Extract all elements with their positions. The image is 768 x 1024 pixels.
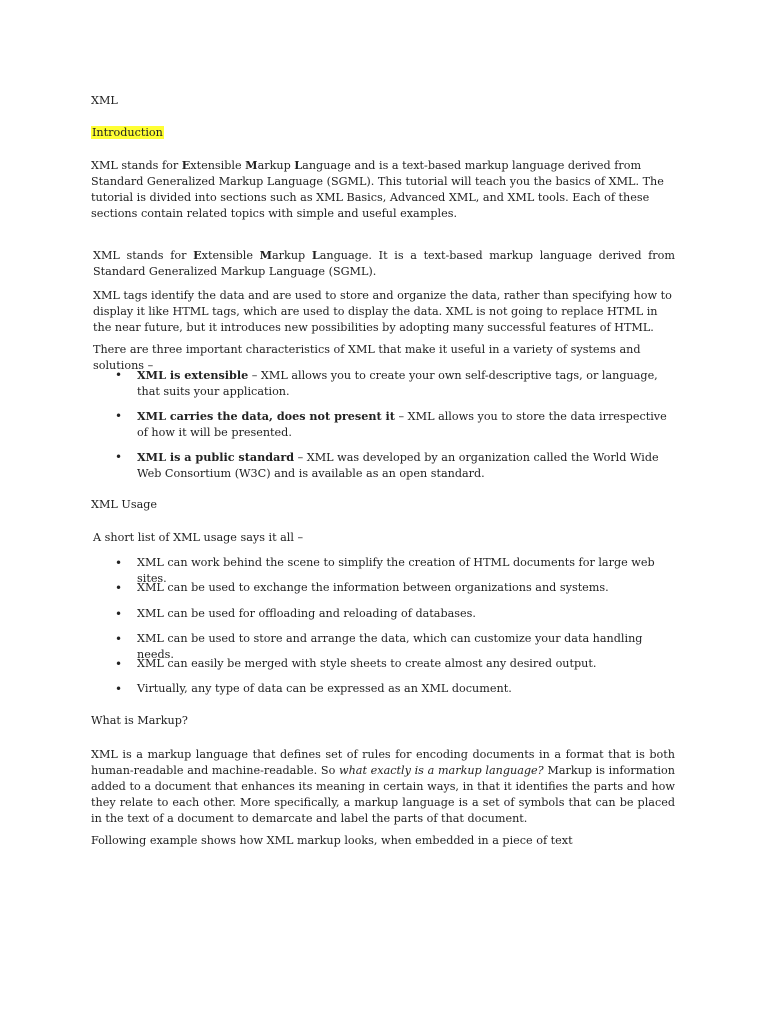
definition-bold-l: L [311, 248, 320, 262]
list-item [115, 449, 675, 482]
introduction-heading [91, 125, 291, 141]
definition-paragraph [93, 247, 675, 280]
list-item: • XML can easily be merged with style sheets to create almost any desired output. [115, 656, 680, 681]
definition-text-2: xtensible [201, 249, 260, 262]
list-item: • XML can be used for offloading and reloading of databases. [115, 606, 680, 631]
intro-bold-l: L [294, 158, 303, 172]
characteristics-intro: There are three important characteristics of XML that make it useful in a variety of systems and solutions – [93, 343, 641, 372]
definition-text-1: XML stands for [93, 249, 194, 262]
intro-text-3: arkup [257, 159, 295, 172]
example-intro: Following example shows how XML markup looks, when embedded in a piece of text [91, 834, 573, 847]
definition-bold-e: E [193, 248, 202, 262]
markup-paragraph [91, 747, 675, 827]
usage-intro: A short list of XML usage says it all – [93, 531, 304, 544]
characteristic-desc: – XML allows you to store the data irrespective of how it will be presented. [137, 410, 667, 439]
intro-bold-m: M [245, 158, 258, 172]
list-item: • XML can be used to exchange the information between organizations and systems. [115, 580, 680, 605]
definition-text-3: arkup [272, 249, 312, 262]
intro-text-4: anguage and is a text-based markup language derived from Standard Generalized Markup Language (SGML). This tutorial will teach you the basics of XML. The tutorial is divided into sections such as XML Basics, Advanced XML, and XML tools. Each of these sections contain related topics with simple and useful examples. [91, 159, 664, 220]
list-item: • XML can be used to store and arrange the data, which can customize your data handling needs. [115, 631, 680, 656]
list-item [115, 367, 675, 400]
introduction-heading-highlight: Introduction [92, 126, 163, 139]
characteristic-term: XML is a public standard [137, 450, 295, 464]
intro-text-1: XML stands for [91, 159, 182, 172]
list-item: • Virtually, any type of data can be expressed as an XML document. [115, 681, 680, 706]
definition-bold-m: M [259, 248, 273, 262]
characteristic-term: XML is extensible [137, 368, 249, 382]
list-item: • XML can work behind the scene to simplify the creation of HTML documents for large web sites. [115, 555, 680, 580]
list-item [115, 408, 675, 441]
introduction-paragraph [91, 157, 677, 222]
tags-paragraph: XML tags identify the data and are used to store and organize the data, rather than specifying how to display it like HTML tags, which are used to display the data. XML is not going to replace HTML in the near future, but it introduces new possibilities by adopting many successful features of HTML. [93, 289, 672, 334]
characteristics-list [115, 367, 675, 482]
intro-text-2: xtensible [190, 159, 246, 172]
markup-text-1: XML is a markup language that defines set of rules for encoding documents in a format that is both human-readable and machine-readable. So [91, 748, 675, 777]
markup-text-2: Markup is information added to a document that enhances its meaning in certain ways, in that it identifies the parts and how they relate to each other. More specifically, a markup language is a set of symbols that can be placed in the text of a document to demarcate and label the parts of that document. [91, 764, 675, 825]
document-title: XML [91, 94, 118, 107]
characteristic-desc: – XML was developed by an organization called the World Wide Web Consortium (W3C) and is available as an open standard. [137, 451, 659, 480]
characteristic-desc: – XML allows you to create your own self-descriptive tags, or language, that suits your application. [137, 369, 658, 398]
intro-bold-e: E [181, 158, 191, 172]
definition-text-4: anguage. It is a text-based markup language derived from Standard Generalized Markup Language (SGML). [93, 249, 675, 278]
markup-heading: What is Markup? [91, 714, 188, 727]
characteristic-term: XML carries the data, does not present it [137, 409, 395, 423]
usage-heading: XML Usage [91, 498, 158, 511]
usage-list [115, 555, 680, 707]
markup-italic-question: what exactly is a markup language? [339, 764, 544, 777]
